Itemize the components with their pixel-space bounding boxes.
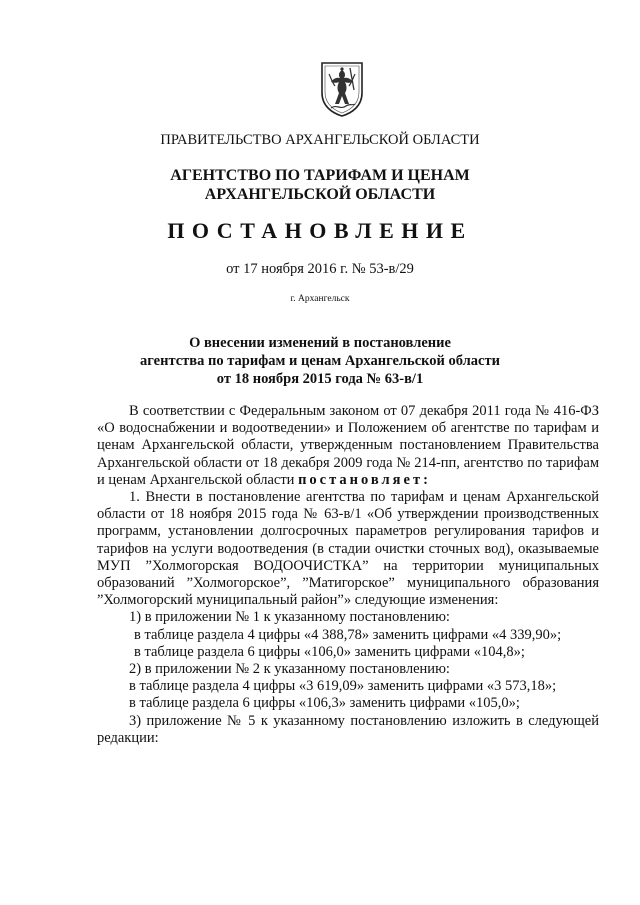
subpoint-2: 2) в приложении № 2 к указанному постановлению: xyxy=(129,661,450,678)
subpoint-2-a: в таблице раздела 4 цифры «3 619,09» заменить цифрами «3 573,18»; xyxy=(129,678,557,695)
point-1: 1. Внести в постановление агентства по тарифам и ценам Архангельской области от 18 ноября 2015 года № 63-в/1 «Об утверждении производственных программ, установлении долгосрочных параметров регулирования тарифов и тарифов на услуги водоотведения (в стадии очистки сточных вод), оказываемые МУП ”Холмогорская ВОДООЧИСТКА” на территории муниципальных образований ”Холмогорское”, ”Матигорское” муниципального образования ”Холмогорский муниципальный район”» следующие изменения: xyxy=(97,489,599,609)
subpoint-1: 1) в приложении № 1 к указанному постановлению: xyxy=(129,609,450,626)
preamble-paragraph xyxy=(97,403,599,489)
subpoint-3: 3) приложение № 5 к указанному постановлению изложить в следующей редакции: xyxy=(97,712,599,746)
subpoint-1-a: в таблице раздела 4 цифры «4 388,78» заменить цифрами «4 339,90»; xyxy=(134,626,562,643)
agency-name: АГЕНТСТВО ПО ТАРИФАМ И ЦЕНАМ АРХАНГЕЛЬСКОЙ ОБЛАСТИ xyxy=(170,167,470,203)
subpoint-1-b: в таблице раздела 6 цифры «106,0» заменить цифрами «104,8»; xyxy=(134,643,525,660)
document-body xyxy=(97,403,599,747)
coat-of-arms-icon xyxy=(319,60,365,118)
document-type: ПОСТАНОВЛЕНИЕ xyxy=(167,218,473,243)
subpoint-2-b: в таблице раздела 6 цифры «106,3» заменить цифрами «105,0»; xyxy=(129,695,520,712)
government-name: ПРАВИТЕЛЬСТВО АРХАНГЕЛЬСКОЙ ОБЛАСТИ xyxy=(160,132,480,148)
document-date-number: от 17 ноября 2016 г. № 53-в/29 xyxy=(226,261,414,277)
preamble-keyword: постановляет: xyxy=(298,471,431,488)
preamble-text: В соответствии с Федеральным законом от 07 декабря 2011 года № 416-ФЗ «О водоснабжении и водоотведении» и Положением об агентстве по тарифам и ценам Архангельской области, утвержденным постановлением Правительства Архангельской области от 18 декабря 2009 года № 214-пп, агентство по тарифам и ценам Архангельской области xyxy=(97,403,599,488)
document-subject: О внесении изменений в постановление агентства по тарифам и ценам Архангельской области от 18 ноября 2015 года № 63-в/1 xyxy=(140,335,500,387)
document-city: г. Архангельск xyxy=(290,294,350,304)
